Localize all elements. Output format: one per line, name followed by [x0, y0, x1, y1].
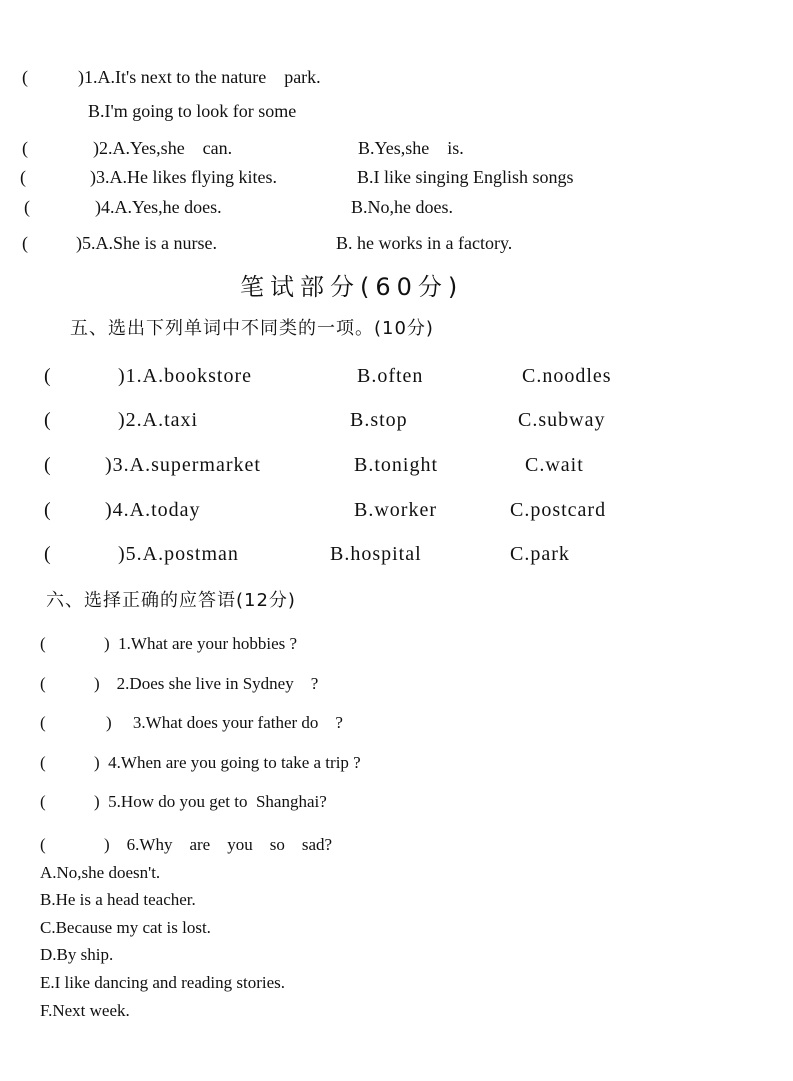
listening-item-4-a: )4.A.Yes,he does. — [95, 197, 222, 217]
listening-item-2-b: B.Yes,she is. — [358, 138, 464, 158]
listening-item-3-b: B.I like singing English songs — [357, 167, 574, 187]
paren-open: ( — [22, 67, 28, 87]
listening-item-1-b: B.I'm going to look for some — [88, 101, 297, 121]
paren-open: ( — [40, 713, 46, 732]
paren-open: ( — [40, 753, 46, 772]
page-title: 笔试部分(60分) — [240, 273, 464, 301]
question-1: ) 1.What are your hobbies ? — [104, 634, 298, 653]
paren-open: ( — [20, 167, 26, 187]
word-row-1-b: B.often — [357, 365, 424, 387]
paren-open: ( — [44, 543, 52, 565]
word-row-3-a: )3.A.supermarket — [105, 454, 261, 476]
answer-option: B.He is a head teacher. — [40, 890, 196, 909]
question-3: ) 3.What does your father do ? — [106, 713, 343, 732]
question-6: ) 6.Why are you so sad? — [104, 835, 333, 854]
word-row-5-a: )5.A.postman — [118, 543, 239, 565]
paren-open: ( — [40, 674, 46, 693]
paren-open: ( — [44, 409, 52, 431]
paren-open: ( — [40, 835, 46, 854]
paren-open: ( — [44, 365, 52, 387]
answer-option: D.By ship. — [40, 945, 114, 964]
paren-open: ( — [40, 792, 46, 811]
answer-option: A.No,she doesn't. — [40, 863, 161, 882]
listening-item-4-b: B.No,he does. — [351, 197, 453, 217]
word-row-5-b: B.hospital — [330, 543, 422, 565]
word-row-2-a: )2.A.taxi — [118, 409, 199, 431]
question-4: ) 4.When are you going to take a trip ? — [94, 753, 361, 772]
word-row-2-b: B.stop — [350, 409, 408, 431]
word-row-5-c: C.park — [510, 543, 570, 565]
answer-option: E.I like dancing and reading stories. — [40, 973, 286, 992]
word-row-1-c: C.noodles — [522, 365, 612, 387]
paren-open: ( — [40, 634, 46, 653]
listening-item-5-b: B. he works in a factory. — [336, 233, 513, 253]
word-row-1-a: )1.A.bookstore — [118, 365, 252, 387]
paren-open: ( — [24, 197, 30, 217]
word-row-3-c: C.wait — [525, 454, 584, 476]
question-5: ) 5.How do you get to Shanghai? — [94, 792, 327, 811]
word-row-4-a: )4.A.today — [105, 499, 201, 521]
listening-item-5-a: )5.A.She is a nurse. — [76, 233, 217, 253]
paren-open: ( — [22, 138, 28, 158]
word-row-4-c: C.postcard — [510, 499, 607, 521]
listening-item-2-a: )2.A.Yes,she can. — [93, 138, 233, 158]
answer-option: F.Next week. — [40, 1001, 130, 1020]
question-2: ) 2.Does she live in Sydney ? — [94, 674, 319, 693]
listening-item-3-a: )3.A.He likes flying kites. — [90, 167, 277, 187]
answer-option: C.Because my cat is lost. — [40, 918, 211, 937]
word-row-2-c: C.subway — [518, 409, 606, 431]
section-5-heading: 五、选出下列单词中不同类的一项。(10分) — [70, 318, 434, 339]
section-6-heading: 六、选择正确的应答语(12分) — [46, 590, 296, 611]
paren-open: ( — [22, 233, 28, 253]
word-row-4-b: B.worker — [354, 499, 437, 521]
listening-item-1-a: )1.A.It's next to the nature park. — [78, 67, 321, 87]
paren-open: ( — [44, 454, 52, 476]
paren-open: ( — [44, 499, 52, 521]
word-row-3-b: B.tonight — [354, 454, 439, 476]
